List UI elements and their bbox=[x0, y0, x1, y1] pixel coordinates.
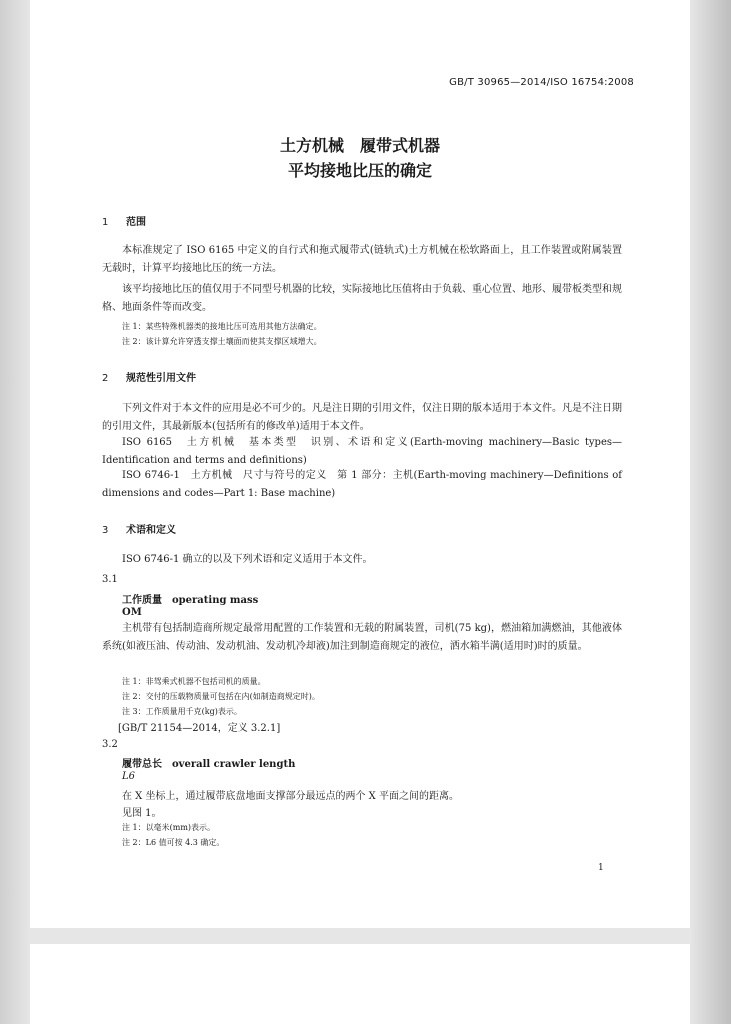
section-3-heading bbox=[102, 521, 176, 536]
document-title-line1: 土方机械 履带式机器 bbox=[279, 136, 440, 155]
term-3-1-definition: 主机带有包括制造商所规定最常用配置的工作装置和无载的附属装置，司机(75 kg)，燃油箱加满燃油，其他液体系统(如液压油、传动油、发动机油、发动机冷却液)加注到制造商规定的液位，洒水箱半满(适用时)时的质量。 bbox=[102, 623, 622, 652]
next-page bbox=[30, 944, 690, 1024]
section-1-paragraph-2: 该平均接地比压的值仅用于不同型号机器的比较，实际接地比压值将由于负载、重心位置、地形、履带板类型和规格、地面条件等而改变。 bbox=[102, 284, 622, 313]
term-3-1-note-2: 注 2：交付的压载物质量可包括在内(如制造商规定时)。 bbox=[122, 692, 320, 701]
term-3-1-note-3: 注 3：工作质量用千克(kg)表示。 bbox=[122, 707, 242, 716]
term-3-1-source: [GB/T 21154—2014，定义 3.2.1] bbox=[118, 723, 281, 734]
section-2-reference-2: ISO 6746-1 土方机械 尺寸与符号的定义 第 1 部分：主机(Earth-moving machinery—Definitions of dimensions and codes—Part 1: Base machine) bbox=[102, 470, 622, 499]
section-title: 范围 bbox=[126, 217, 146, 228]
section-title: 规范性引用文件 bbox=[126, 373, 196, 384]
term-3-2-note-2: 注 2：L6 值可按 4.3 确定。 bbox=[122, 838, 225, 847]
section-1-note-2: 注 2：该计算允许穿透支撑土壤面而使其支撑区域增大。 bbox=[122, 337, 322, 346]
section-2-heading bbox=[102, 369, 196, 384]
term-3-2-name: 履带总长 overall crawler length bbox=[122, 759, 296, 770]
page-number: 1 bbox=[598, 863, 604, 873]
term-3-1-name: 工作质量 operating mass bbox=[122, 595, 259, 606]
term-3-2-number: 3.2 bbox=[102, 739, 118, 750]
term-3-1-note-1: 注 1：非驾乘式机器不包括司机的质量。 bbox=[122, 677, 266, 686]
section-title: 术语和定义 bbox=[126, 525, 176, 536]
section-number: 1 bbox=[102, 217, 109, 228]
term-3-2-note-1: 注 1：以毫米(mm)表示。 bbox=[122, 823, 216, 832]
section-3-intro: ISO 6746-1 确立的以及下列术语和定义适用于本文件。 bbox=[122, 554, 373, 565]
term-3-1-abbreviation: OM bbox=[122, 607, 142, 618]
standard-number: GB/T 30965—2014/ISO 16754:2008 bbox=[449, 77, 634, 88]
document-title-line2: 平均接地比压的确定 bbox=[287, 161, 432, 180]
section-number: 2 bbox=[102, 373, 109, 384]
section-2-paragraph-1: 下列文件对于本文件的应用是必不可少的。凡是注日期的引用文件，仅注日期的版本适用于本文件。凡是不注日期的引用文件，其最新版本(包括所有的修改单)适用于本文件。 bbox=[102, 403, 622, 432]
document-page bbox=[30, 0, 690, 928]
section-1-heading bbox=[102, 213, 146, 228]
term-3-2-see-figure: 见图 1。 bbox=[122, 808, 162, 819]
section-1-note-1: 注 1：某些特殊机器类的接地比压可选用其他方法确定。 bbox=[122, 322, 322, 331]
term-3-1-number: 3.1 bbox=[102, 574, 118, 585]
section-1-paragraph-1: 本标准规定了 ISO 6165 中定义的自行式和拖式履带式(链轨式)土方机械在松软路面上，且工作装置或附属装置无载时，计算平均接地比压的统一方法。 bbox=[102, 245, 622, 274]
section-2-reference-1: ISO 6165 土方机械 基本类型 识别、术语和定义(Earth-moving machinery—Basic types—Identification and terms and definitions) bbox=[102, 437, 622, 466]
section-number: 3 bbox=[102, 525, 109, 536]
term-3-2-symbol: L6 bbox=[122, 771, 136, 782]
term-3-2-definition: 在 X 坐标上，通过履带底盘地面支撑部分最远点的两个 X 平面之间的距离。 bbox=[122, 791, 459, 802]
